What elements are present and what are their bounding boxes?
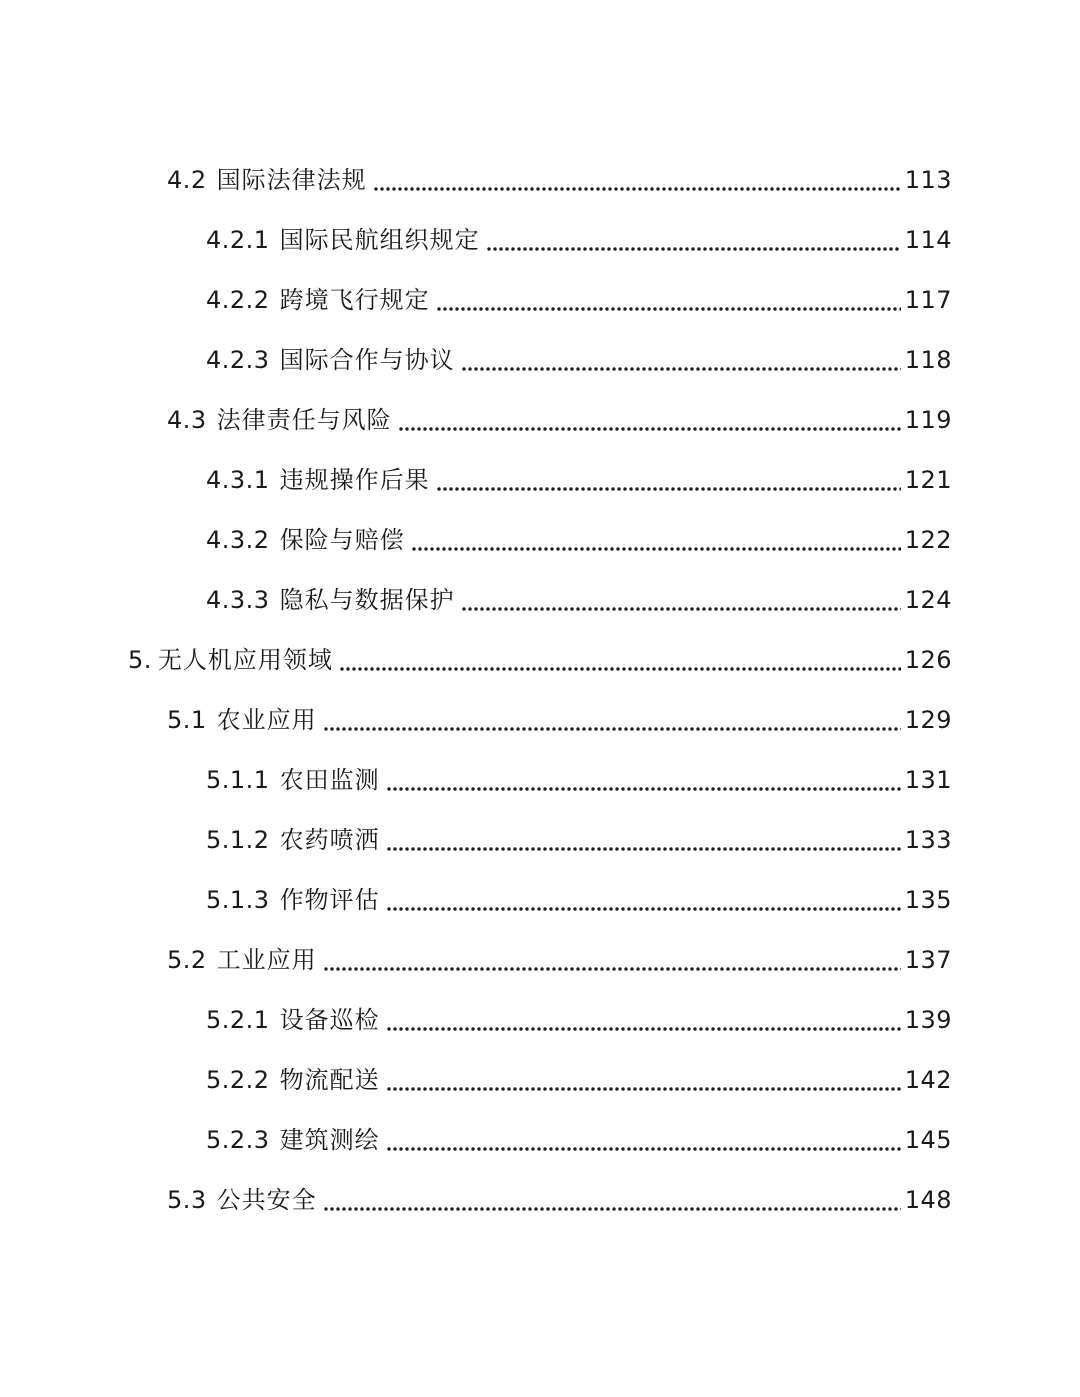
leader-dots bbox=[386, 1027, 901, 1031]
leader-dots bbox=[386, 847, 901, 851]
leader-dots bbox=[461, 607, 901, 611]
entry-title: 国际法律法规 bbox=[216, 166, 367, 194]
entry-title: 违规操作后果 bbox=[279, 466, 430, 494]
toc-entry[interactable] bbox=[0, 1050, 1080, 1110]
entry-number: 4.3.1 bbox=[206, 466, 270, 494]
page-number: 121 bbox=[904, 466, 952, 494]
entry-number: 4.2.2 bbox=[206, 286, 270, 314]
page-number: 145 bbox=[904, 1126, 952, 1154]
leader-dots bbox=[323, 1207, 901, 1211]
page-number: 122 bbox=[904, 526, 952, 554]
entry-number: 4.2 bbox=[167, 166, 207, 194]
entry-title: 无人机应用领域 bbox=[157, 646, 333, 674]
toc-entry[interactable] bbox=[0, 810, 1080, 870]
toc-entry[interactable] bbox=[0, 1110, 1080, 1170]
leader-dots bbox=[411, 547, 901, 551]
leader-dots bbox=[436, 487, 901, 491]
entry-number: 4.3.2 bbox=[206, 526, 270, 554]
page-number: 133 bbox=[904, 826, 952, 854]
entry-title: 建筑测绘 bbox=[279, 1126, 380, 1154]
page-number: 114 bbox=[904, 226, 952, 254]
toc-entry[interactable] bbox=[0, 390, 1080, 450]
toc-entry[interactable] bbox=[0, 330, 1080, 390]
entry-number: 5.2.2 bbox=[206, 1066, 270, 1094]
toc-entry[interactable] bbox=[0, 630, 1080, 690]
leader-dots bbox=[386, 1087, 901, 1091]
leader-dots bbox=[436, 307, 901, 311]
entry-title: 农田监测 bbox=[279, 766, 380, 794]
page-number: 131 bbox=[904, 766, 952, 794]
page-number: 142 bbox=[904, 1066, 952, 1094]
toc-entry[interactable] bbox=[0, 510, 1080, 570]
page-number: 119 bbox=[904, 406, 952, 434]
entry-number: 5.1.1 bbox=[206, 766, 270, 794]
entry-number: 5.2.1 bbox=[206, 1006, 270, 1034]
entry-number: 5.1.3 bbox=[206, 886, 270, 914]
entry-number: 4.3 bbox=[167, 406, 207, 434]
entry-title: 法律责任与风险 bbox=[216, 406, 392, 434]
leader-dots bbox=[323, 727, 901, 731]
entry-title: 公共安全 bbox=[216, 1186, 317, 1214]
toc-entry[interactable] bbox=[0, 1170, 1080, 1230]
toc-entry[interactable] bbox=[0, 930, 1080, 990]
page-number: 129 bbox=[904, 706, 952, 734]
toc-entry[interactable] bbox=[0, 450, 1080, 510]
page-number: 124 bbox=[904, 586, 952, 614]
leader-dots bbox=[323, 967, 901, 971]
leader-dots bbox=[386, 787, 901, 791]
entry-title: 工业应用 bbox=[216, 946, 317, 974]
entry-title: 作物评估 bbox=[279, 886, 380, 914]
entry-title: 保险与赔偿 bbox=[279, 526, 405, 554]
page-number: 148 bbox=[904, 1186, 952, 1214]
table-of-contents bbox=[0, 150, 1080, 1230]
page-number: 137 bbox=[904, 946, 952, 974]
leader-dots bbox=[339, 667, 901, 671]
entry-number: 5.2.3 bbox=[206, 1126, 270, 1154]
entry-number: 5.1.2 bbox=[206, 826, 270, 854]
entry-number: 5.1 bbox=[167, 706, 207, 734]
toc-entry[interactable] bbox=[0, 150, 1080, 210]
entry-number: 4.2.1 bbox=[206, 226, 270, 254]
toc-entry[interactable] bbox=[0, 570, 1080, 630]
entry-number: 5. bbox=[128, 646, 152, 674]
entry-number: 5.3 bbox=[167, 1186, 207, 1214]
page-number: 135 bbox=[904, 886, 952, 914]
page-number: 118 bbox=[904, 346, 952, 374]
toc-entry[interactable] bbox=[0, 750, 1080, 810]
entry-number: 4.2.3 bbox=[206, 346, 270, 374]
entry-title: 农业应用 bbox=[216, 706, 317, 734]
entry-title: 农药喷洒 bbox=[279, 826, 380, 854]
leader-dots bbox=[398, 427, 901, 431]
page-number: 139 bbox=[904, 1006, 952, 1034]
toc-entry[interactable] bbox=[0, 210, 1080, 270]
entry-title: 国际合作与协议 bbox=[279, 346, 455, 374]
page-number: 117 bbox=[904, 286, 952, 314]
toc-entry[interactable] bbox=[0, 270, 1080, 330]
toc-entry[interactable] bbox=[0, 990, 1080, 1050]
toc-entry[interactable] bbox=[0, 870, 1080, 930]
entry-title: 物流配送 bbox=[279, 1066, 380, 1094]
entry-number: 5.2 bbox=[167, 946, 207, 974]
leader-dots bbox=[386, 1147, 901, 1151]
entry-title: 国际民航组织规定 bbox=[279, 226, 480, 254]
toc-entry[interactable] bbox=[0, 690, 1080, 750]
leader-dots bbox=[373, 187, 901, 191]
entry-title: 跨境飞行规定 bbox=[279, 286, 430, 314]
page-number: 113 bbox=[904, 166, 952, 194]
page-number: 126 bbox=[904, 646, 952, 674]
entry-title: 设备巡检 bbox=[279, 1006, 380, 1034]
entry-title: 隐私与数据保护 bbox=[279, 586, 455, 614]
leader-dots bbox=[486, 247, 901, 251]
entry-number: 4.3.3 bbox=[206, 586, 270, 614]
leader-dots bbox=[386, 907, 901, 911]
leader-dots bbox=[461, 367, 901, 371]
